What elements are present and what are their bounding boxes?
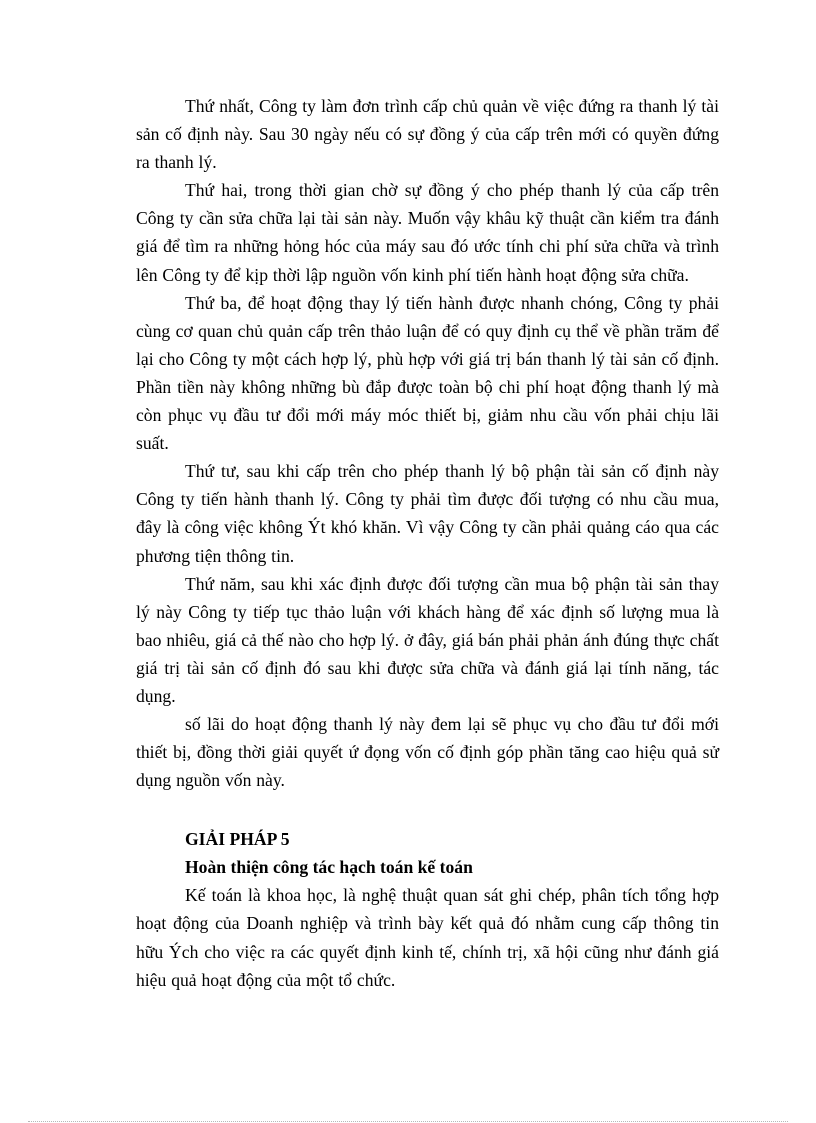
paragraph-first: Thứ nhất, Công ty làm đơn trình cấp chủ quản về việc đứng ra thanh lý tài sản cố định này. Sau 30 ngày nếu có sự đồng ý của cấp trên mới có quyền đứng ra thanh lý. — [136, 96, 719, 173]
solution-heading: GIẢI PHÁP 5 — [185, 829, 290, 850]
paragraph-fourth: Thứ tư, sau khi cấp trên cho phép thanh lý bộ phận tài sản cố định này Công ty tiến hành thanh lý. Công ty phải tìm được đối tượng có nhu cầu mua, đây là công việc không Ýt khó khăn. Vì vậy Công ty cần phải quảng cáo qua các phương tiện thông tin. — [136, 461, 719, 566]
paragraph-fifth: Thứ năm, sau khi xác định được đối tượng cần mua bộ phận tài sản thay lý này Công ty tiếp tục thảo luận với khách hàng để xác định số lượng mua là bao nhiêu, giá cả thế nào cho hợp lý. ở đây, giá bán phải phản ánh đúng thực chất giá trị tài sản cố định đó sau khi được sửa chữa và đánh giá lại tính năng, tác dụng. — [136, 573, 719, 706]
paragraph-profit: số lãi do hoạt động thanh lý này đem lại sẽ phục vụ cho đầu tư đổi mới thiết bị, đồng thời giải quyết ứ đọng vốn cố định góp phần tăng cao hiệu quả sử dụng nguồn vốn này. — [136, 714, 719, 791]
paragraph-second: Thứ hai, trong thời gian chờ sự đồng ý cho phép thanh lý của cấp trên Công ty cần sửa chữa lại tài sản này. Muốn vậy khâu kỹ thuật cần kiểm tra đánh giá để tìm ra những hỏng hóc của máy sau đó ước tính chi phí sửa chữa và trình lên Công ty để kịp thời lập nguồn vốn kinh phí tiến hành hoạt động sửa chữa. — [136, 180, 719, 285]
paragraph-accounting: Kế toán là khoa học, là nghệ thuật quan sát ghi chép, phân tích tổng hợp hoạt động của Doanh nghiệp và trình bày kết quả đó nhằm cung cấp thông tin hữu Ých cho việc ra các quyết định kinh tế, chính trị, xã hội cũng như đánh giá hiệu quả hoạt động của một tổ chức. — [136, 885, 719, 990]
page-bottom-divider — [28, 1121, 788, 1122]
paragraph-third: Thứ ba, để hoạt động thay lý tiến hành được nhanh chóng, Công ty phải cùng cơ quan chủ quản cấp trên thảo luận để có quy định cụ thể về phần trăm để lại cho Công ty một cách hợp lý, phù hợp với giá trị bán thanh lý tài sản cố định. Phần tiền này không những bù đắp được toàn bộ chi phí hoạt động thanh lý mà còn phục vụ đầu tư đổi mới máy móc thiết bị, giảm nhu cầu vốn phải chịu lãi suất. — [136, 292, 719, 454]
solution-subheading: Hoàn thiện công tác hạch toán kế toán — [185, 857, 473, 878]
document-page — [136, 92, 719, 994]
